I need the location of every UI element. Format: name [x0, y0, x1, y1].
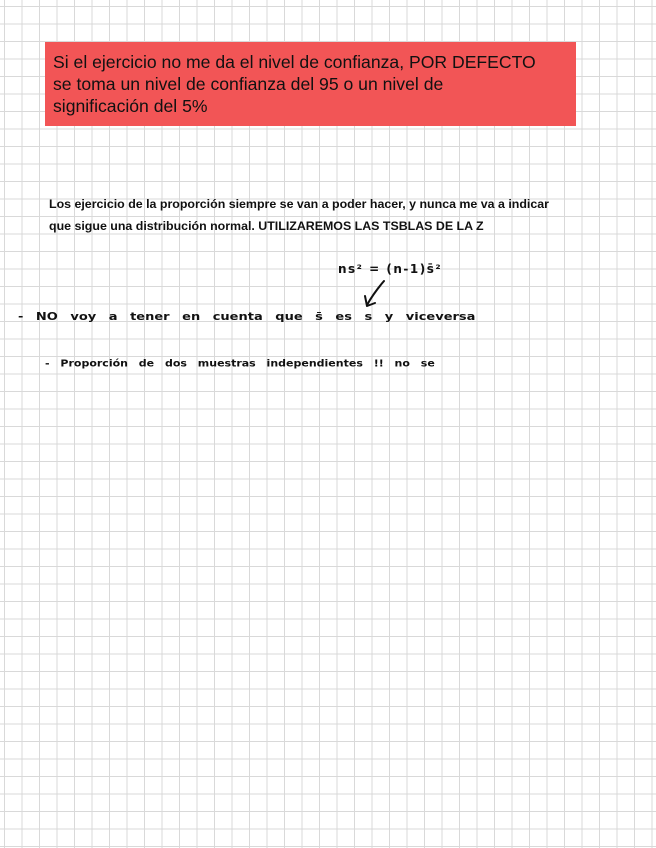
callout-line-3: significación del 5% [53, 96, 208, 116]
typed-note-line-2: que sigue una distribución normal. UTILIZAREMOS LAS TSBLAS DE LA Z [49, 219, 484, 233]
highlight-callout [45, 42, 576, 126]
handwritten-line-2: - Proporción de dos muestras independientes !! no se [45, 358, 435, 370]
handwritten-arrow-icon [360, 278, 390, 310]
typed-note [49, 193, 649, 237]
handwritten-line-1: - NO voy a tener en cuenta que s̄ es s y viceversa [18, 311, 476, 324]
callout-line-2: se toma un nivel de confianza del 95 o un nivel de [53, 74, 444, 94]
typed-note-line-1: Los ejercicio de la proporción siempre se van a poder hacer, y nunca me va a indicar [49, 197, 549, 211]
callout-line-1: Si el ejercicio no me da el nivel de confianza, POR DEFECTO [53, 52, 536, 72]
handwritten-formula: ns² = (n-1)s̄² [338, 262, 443, 276]
